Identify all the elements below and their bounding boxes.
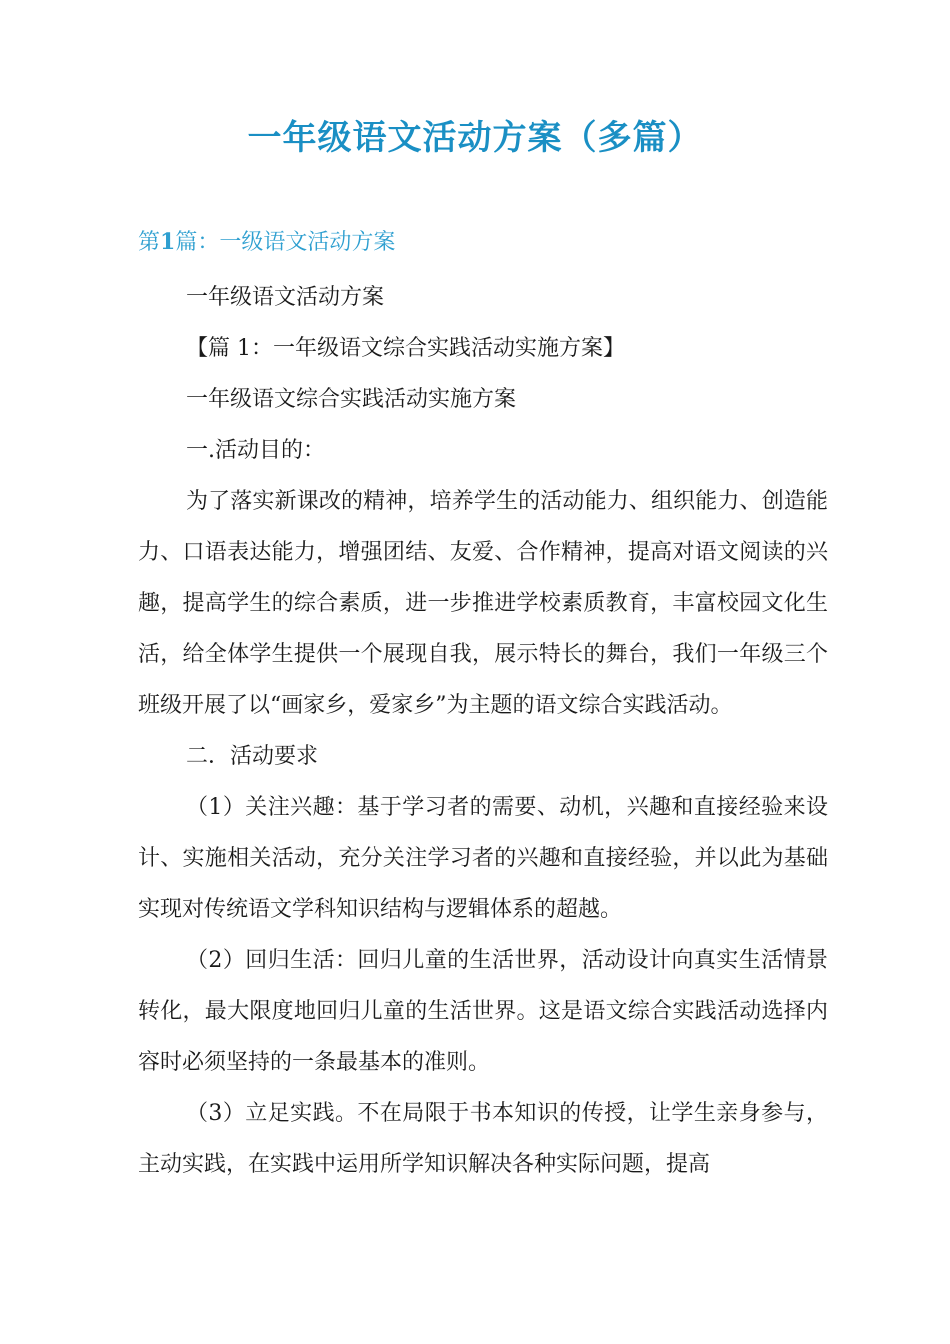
paragraph-doc-title: 一年级语文活动方案 xyxy=(186,285,385,310)
paragraph-requirement-1: （1）关注兴趣：基于学习者的需要、动机，兴趣和直接经验来设计、实施相关活动，充分关注学习者的兴趣和直接经验，并以此为基础实现对传统语文学科知识结构与逻辑体系的超越。 xyxy=(138,795,828,922)
document-title: 一年级语文活动方案（多篇） xyxy=(247,118,703,158)
paragraph-purpose-heading: 一.活动目的： xyxy=(186,438,325,463)
paragraph-purpose-body: 为了落实新课改的精神，培养学生的活动能力、组织能力、创造能力、口语表达能力，增强团结、友爱、合作精神，提高对语文阅读的兴趣，提高学生的综合素质，进一步推进学校素质教育，丰富校园文化生活，给全体学生提供一个展现自我，展示特长的舞台，我们一年级三个班级开展了以“画家乡，爱家乡”为主题的语文综合实践活动。 xyxy=(138,489,828,718)
paragraph-requirements-heading: 二．活动要求 xyxy=(186,744,319,769)
section-prefix: 第 xyxy=(138,230,161,255)
section-number: 1 xyxy=(160,229,176,255)
paragraph-plan-title: 一年级语文综合实践活动实施方案 xyxy=(186,387,517,412)
section-title: 篇：一级语文活动方案 xyxy=(175,230,396,255)
document-body xyxy=(138,272,828,1190)
paragraph-requirement-3: （3）立足实践。不在局限于书本知识的传授，让学生亲身参与，主动实践，在实践中运用所学知识解决各种实际问题，提高 xyxy=(138,1101,828,1177)
paragraph-part-heading: 【篇 1：一年级语文综合实践活动实施方案】 xyxy=(186,336,625,361)
section-heading xyxy=(138,222,395,263)
paragraph-requirement-2: （2）回归生活：回归儿童的生活世界，活动设计向真实生活情景转化，最大限度地回归儿童的生活世界。这是语文综合实践活动选择内容时必须坚持的一条最基本的准则。 xyxy=(138,948,828,1075)
